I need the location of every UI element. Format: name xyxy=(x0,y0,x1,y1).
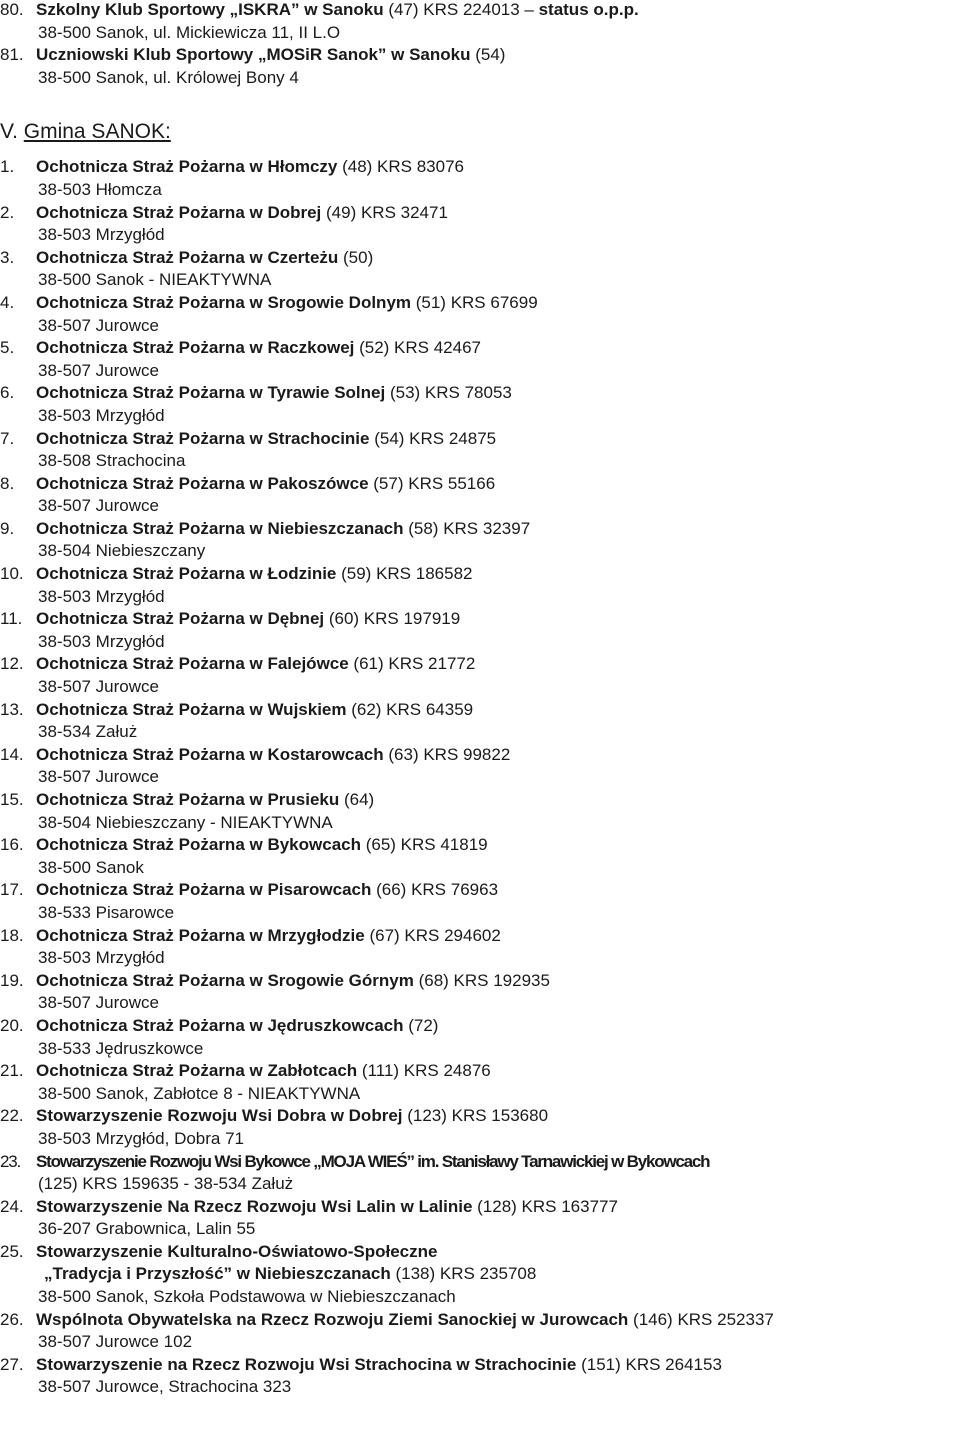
entry-org-name: Stowarzyszenie Na Rzecz Rozwoju Wsi Lalin w Lalinie xyxy=(36,1196,473,1216)
entry-number: 2. xyxy=(0,202,15,222)
entry-title-line xyxy=(0,1354,960,1377)
entry-org-name: Ochotnicza Straż Pożarna w Tyrawie Solnej xyxy=(36,383,386,403)
entry-registry: (72) xyxy=(403,1015,439,1035)
entry-title-line xyxy=(0,0,960,22)
entry-number: 12. xyxy=(0,654,24,674)
entry-address: 38-500 Sanok, Szkoła Podstawowa w Niebieszczanach xyxy=(38,1287,456,1307)
entry-org-name: Stowarzyszenie Rozwoju Wsi Dobra w Dobrej xyxy=(36,1106,403,1126)
entry-org-name: Uczniowski Klub Sportowy „MOSiR Sanok” w Sanoku xyxy=(36,45,471,65)
entry-title-line xyxy=(0,292,960,315)
entry-number: 15. xyxy=(0,790,24,809)
entry-registry: (54) KRS 24875 xyxy=(369,428,497,448)
entry-address: 38-503 Mrzygłód xyxy=(38,948,165,968)
entry-org-name: Ochotnicza Straż Pożarna w Dobrej xyxy=(36,202,322,222)
entry-title-line xyxy=(0,1105,960,1128)
entry-title-line xyxy=(0,428,960,451)
entry-address: 38-503 Mrzygłód xyxy=(38,586,165,606)
entry-org-name: Ochotnicza Straż Pożarna w Kostarowcach xyxy=(36,744,384,764)
entry-address: 38-534 Załuż xyxy=(38,722,138,742)
list-entry-s21 xyxy=(0,1060,960,1105)
list-entry-23 xyxy=(0,1151,960,1196)
entry-address: 38-533 Pisarowce xyxy=(38,902,175,922)
entry-registry: (52) KRS 42467 xyxy=(354,338,482,358)
entry-registry: (47) KRS 224013 – xyxy=(383,0,539,19)
entry-number: 22. xyxy=(0,1106,24,1126)
entry-number: 7. xyxy=(0,428,15,448)
entry-registry-address: (125) KRS 159635 - 38-534 Załuż xyxy=(38,1174,294,1194)
list-entry-s10 xyxy=(0,563,960,608)
entry-org-name: Ochotnicza Straż Pożarna w Niebieszczanach xyxy=(36,518,404,538)
entry-address: 38-503 Hłomcza xyxy=(38,179,162,199)
entry-org-name: Ochotnicza Straż Pożarna w Pisarowcach xyxy=(36,880,372,900)
entry-registry: (54) xyxy=(470,45,506,65)
entry-address: 38-504 Niebieszczany - NIEAKTYWNA xyxy=(38,812,333,832)
entry-number: 8. xyxy=(0,473,15,493)
entry-org-name-cont: „Tradycja i Przyszłość” w Niebieszczanach xyxy=(44,1264,391,1284)
list-entry-s8 xyxy=(0,473,960,518)
section-heading xyxy=(0,89,960,156)
entry-title-line xyxy=(0,518,960,541)
entry-title-line xyxy=(0,1241,960,1264)
entry-title-line xyxy=(0,789,960,812)
list-entry-s6 xyxy=(0,382,960,427)
entry-org-name: Ochotnicza Straż Pożarna w Raczkowej xyxy=(36,338,355,358)
entry-org-name: Ochotnicza Straż Pożarna w Zabłotcach xyxy=(36,1061,358,1081)
entry-org-name: Ochotnicza Straż Pożarna w Dębnej xyxy=(36,609,325,629)
section-title: Gmina SANOK: xyxy=(23,120,171,144)
entry-number: 13. xyxy=(0,699,24,719)
entry-number: 17. xyxy=(0,880,24,900)
entry-title-line xyxy=(0,1015,960,1038)
list-entry-s16 xyxy=(0,834,960,879)
entry-number: 6. xyxy=(0,383,15,403)
entry-number: 27. xyxy=(0,1354,24,1374)
list-entry-s2 xyxy=(0,202,960,247)
entry-number: 14. xyxy=(0,744,24,764)
entry-number: 1. xyxy=(0,157,15,177)
entry-org-name: Ochotnicza Straż Pożarna w Łodzinie xyxy=(36,564,337,584)
entry-org-name: Ochotnicza Straż Pożarna w Czerteżu xyxy=(36,247,339,267)
entry-title-line xyxy=(0,970,960,993)
entry-org-name: Ochotnicza Straż Pożarna w Srogowie Górnym xyxy=(36,970,414,990)
entry-number: 23. xyxy=(0,1151,21,1171)
entry-registry: (51) KRS 67699 xyxy=(411,292,538,312)
entry-number: 81. xyxy=(0,45,24,65)
entry-number: 80. xyxy=(0,0,24,19)
entry-address: 38-507 Jurowce 102 xyxy=(38,1332,193,1352)
entry-registry: (123) KRS 153680 xyxy=(402,1106,549,1126)
list-entry-24 xyxy=(0,1196,960,1241)
entry-number: 20. xyxy=(0,1015,24,1035)
entry-registry: (53) KRS 78053 xyxy=(385,383,512,403)
entry-address: 38-507 Jurowce xyxy=(38,360,159,380)
entry-title-line xyxy=(0,473,960,496)
entry-registry: (151) KRS 264153 xyxy=(576,1354,722,1374)
entry-title-line xyxy=(0,44,960,67)
entry-org-name: Ochotnicza Straż Pożarna w Prusieku xyxy=(36,790,340,809)
entry-registry: (68) KRS 192935 xyxy=(413,970,550,990)
entry-org-name: Ochotnicza Straż Pożarna w Pakoszówce xyxy=(36,473,369,493)
entry-registry: (58) KRS 32397 xyxy=(403,518,531,538)
entry-title-line xyxy=(0,1196,960,1219)
entry-status: status o.p.p. xyxy=(538,0,639,19)
entry-address: 38-504 Niebieszczany xyxy=(38,541,206,561)
list-entry-80 xyxy=(0,0,960,44)
entry-number: 9. xyxy=(0,518,15,538)
list-entry-s11 xyxy=(0,608,960,653)
entry-title-line xyxy=(0,744,960,767)
entry-registry: (111) KRS 24876 xyxy=(357,1061,491,1081)
list-entry-s7 xyxy=(0,428,960,473)
entry-address: 38-500 Sanok - NIEAKTYWNA xyxy=(38,270,272,290)
entry-title-line xyxy=(0,202,960,225)
entry-org-name: Ochotnicza Straż Pożarna w Wujskiem xyxy=(36,699,347,719)
entry-address: 38-507 Jurowce xyxy=(38,315,159,335)
entry-title-line xyxy=(0,382,960,405)
entry-title-line xyxy=(0,1060,960,1083)
entry-org-name: Stowarzyszenie na Rzecz Rozwoju Wsi Strachocina w Strachocinie xyxy=(36,1354,577,1374)
entry-registry: (65) KRS 41819 xyxy=(360,835,488,855)
entry-registry: (63) KRS 99822 xyxy=(383,744,511,764)
entry-registry: (57) KRS 55166 xyxy=(368,473,496,493)
list-entry-s18 xyxy=(0,925,960,970)
entry-number: 19. xyxy=(0,970,24,990)
entry-address: 38-533 Jędruszkowce xyxy=(38,1038,204,1058)
entry-address: 38-507 Jurowce xyxy=(38,677,159,697)
entry-address: 38-500 Sanok, ul. Królowej Bony 4 xyxy=(38,67,299,87)
list-entry-s5 xyxy=(0,337,960,382)
entry-registry: (128) KRS 163777 xyxy=(472,1196,618,1216)
entry-address: 38-507 Jurowce, Strachocina 323 xyxy=(38,1377,292,1397)
entry-org-name: Ochotnicza Straż Pożarna w Bykowcach xyxy=(36,835,361,855)
entry-address: 38-503 Mrzygłód, Dobra 71 xyxy=(38,1128,245,1148)
entry-address: 38-503 Mrzygłód xyxy=(38,405,165,425)
entry-registry: (64) xyxy=(339,790,375,809)
entry-title-line xyxy=(0,834,960,857)
entry-org-name: Ochotnicza Straż Pożarna w Srogowie Dolnym xyxy=(36,292,412,312)
entry-title-line xyxy=(0,247,960,270)
entry-number: 26. xyxy=(0,1309,24,1329)
entry-registry: (60) KRS 197919 xyxy=(324,609,461,629)
entry-org-name: Ochotnicza Straż Pożarna w Hłomczy xyxy=(36,157,338,177)
entry-number: 10. xyxy=(0,564,24,584)
list-entry-s12 xyxy=(0,653,960,698)
entry-address: 38-500 Sanok xyxy=(38,857,144,877)
entry-registry: (59) KRS 186582 xyxy=(336,564,473,584)
list-entry-s1 xyxy=(0,156,960,201)
entry-address: 38-503 Mrzygłód xyxy=(38,631,165,651)
entry-registry: (48) KRS 83076 xyxy=(337,157,464,177)
entry-registry: (49) KRS 32471 xyxy=(321,202,448,222)
entry-title-line xyxy=(0,608,960,631)
entry-registry: (66) KRS 76963 xyxy=(371,880,499,900)
entry-number: 24. xyxy=(0,1196,24,1216)
entry-title-line xyxy=(0,156,960,179)
list-entry-s17 xyxy=(0,879,960,924)
list-entry-s4 xyxy=(0,292,960,337)
entry-title-line xyxy=(0,1151,960,1174)
entry-number: 21. xyxy=(0,1061,24,1081)
entry-number: 3. xyxy=(0,247,15,267)
entry-address: 36-207 Grabownica, Lalin 55 xyxy=(38,1219,256,1239)
entry-org-name: Stowarzyszenie Kulturalno-Oświatowo-Społeczne xyxy=(36,1241,438,1261)
entry-registry: (50) xyxy=(338,247,374,267)
list-entry-26 xyxy=(0,1309,960,1354)
entry-address: 38-503 Mrzygłód xyxy=(38,225,165,245)
list-entry-s3 xyxy=(0,247,960,292)
list-entry-27 xyxy=(0,1354,960,1399)
entry-title-line xyxy=(0,925,960,948)
entry-address: 38-500 Sanok, ul. Mickiewicza 11, II L.O xyxy=(38,22,341,42)
entry-number: 11. xyxy=(0,609,23,629)
entry-org-name: Szkolny Klub Sportowy „ISKRA” w Sanoku xyxy=(36,0,384,19)
entry-registry: (67) KRS 294602 xyxy=(364,925,501,945)
entry-title-line xyxy=(0,337,960,360)
entry-number: 25. xyxy=(0,1241,24,1261)
entry-registry: (138) KRS 235708 xyxy=(390,1264,537,1284)
entry-title-line xyxy=(0,699,960,722)
list-entry-s14 xyxy=(0,744,960,789)
entry-org-name: Stowarzyszenie Rozwoju Wsi Bykowce „MOJA WIEŚ” im. Stanisławy Tarnawickiej w Bykowcach xyxy=(36,1151,710,1171)
entry-title-line xyxy=(0,879,960,902)
list-entry-s20 xyxy=(0,1015,960,1060)
entry-registry: (62) KRS 64359 xyxy=(346,699,474,719)
entry-title-line xyxy=(0,1309,960,1332)
entry-org-name: Ochotnicza Straż Pożarna w Falejówce xyxy=(36,654,349,674)
list-entry-s15 xyxy=(0,789,960,834)
entry-registry: (61) KRS 21772 xyxy=(348,654,476,674)
entry-number: 16. xyxy=(0,835,24,855)
entry-org-name: Ochotnicza Straż Pożarna w Mrzygłodzie xyxy=(36,925,365,945)
entry-title-line-2 xyxy=(0,1263,960,1286)
entry-title-line xyxy=(0,653,960,676)
entry-org-name: Ochotnicza Straż Pożarna w Jędruszkowcach xyxy=(36,1015,404,1035)
entry-address: 38-507 Jurowce xyxy=(38,767,159,787)
list-entry-s13 xyxy=(0,699,960,744)
entry-address: 38-500 Sanok, Zabłotce 8 - NIEAKTYWNA xyxy=(38,1083,361,1103)
entry-registry: (146) KRS 252337 xyxy=(628,1309,774,1329)
list-entry-25 xyxy=(0,1241,960,1309)
entry-address: 38-507 Jurowce xyxy=(38,496,159,516)
section-prefix: V. xyxy=(0,120,24,144)
entry-number: 4. xyxy=(0,292,15,312)
list-entry-s9 xyxy=(0,518,960,563)
entry-org-name: Ochotnicza Straż Pożarna w Strachocinie xyxy=(36,428,370,448)
entry-address: 38-508 Strachocina xyxy=(38,451,186,471)
list-entry-81 xyxy=(0,44,960,89)
entry-number: 18. xyxy=(0,925,24,945)
list-entry-s19 xyxy=(0,970,960,1015)
entry-org-name: Wspólnota Obywatelska na Rzecz Rozwoju Ziemi Sanockiej w Jurowcach xyxy=(36,1309,629,1329)
entry-number: 5. xyxy=(0,338,15,358)
entry-title-line xyxy=(0,563,960,586)
entry-address: 38-507 Jurowce xyxy=(38,993,159,1013)
entries-list xyxy=(0,156,960,1150)
list-entry-s22 xyxy=(0,1105,960,1150)
